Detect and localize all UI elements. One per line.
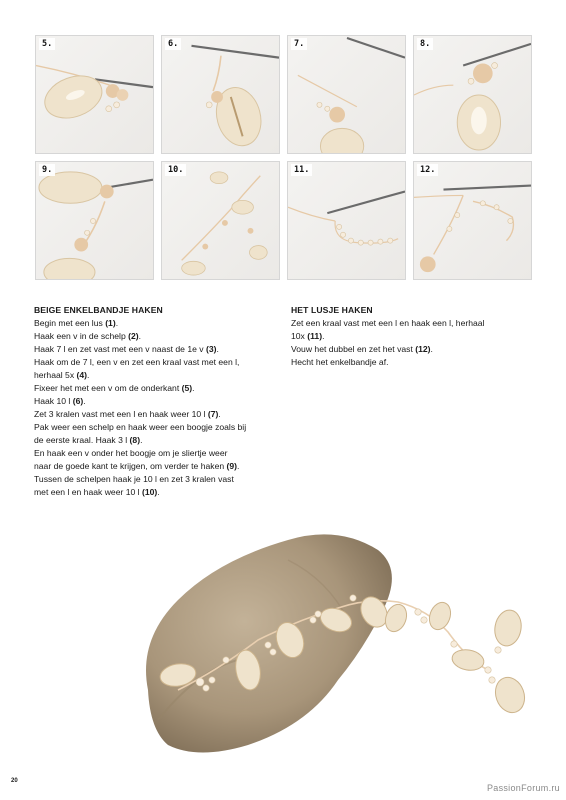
step-photo-grid	[35, 35, 533, 287]
instruction-text: Vouw het dubbel en zet het vast	[291, 344, 416, 354]
step-photo-row	[35, 161, 533, 280]
step-reference: (3)	[205, 344, 217, 354]
instruction-punctuation: .	[322, 331, 325, 341]
step-reference: (11)	[307, 331, 323, 341]
step-photo-10	[161, 161, 280, 280]
instruction-punctuation: .	[216, 344, 219, 354]
instruction-line	[34, 330, 281, 343]
step-number: 7.	[291, 38, 307, 50]
step-photo-row	[35, 35, 533, 154]
instruction-punctuation: .	[87, 370, 90, 380]
instruction-line	[34, 369, 281, 382]
instruction-line	[34, 317, 281, 330]
anklet-on-stone-photo	[138, 520, 538, 760]
step-number: 8.	[417, 38, 433, 50]
instruction-line	[291, 330, 531, 343]
page-number: 20	[11, 778, 18, 784]
instruction-line	[34, 447, 281, 460]
instruction-line	[34, 382, 281, 395]
instruction-punctuation: .	[218, 409, 221, 419]
instruction-line	[34, 434, 281, 447]
instruction-punctuation: .	[157, 487, 160, 497]
instructions	[34, 304, 534, 499]
instruction-punctuation: .	[192, 383, 195, 393]
step-reference: (1)	[105, 318, 116, 328]
instruction-line	[34, 486, 281, 499]
instruction-line	[34, 460, 281, 473]
instruction-line	[34, 356, 281, 369]
instruction-text: Tussen de schelpen haak je 10 l en zet 3 kralen vast	[34, 474, 234, 484]
step-reference: (5)	[181, 383, 193, 393]
step-reference: (8)	[129, 435, 141, 445]
shell-photo-graphic	[288, 36, 405, 153]
step-number: 11.	[291, 164, 312, 176]
step-number: 10.	[165, 164, 186, 176]
step-number: 6.	[165, 38, 181, 50]
instruction-text: herhaal 5x	[34, 370, 77, 380]
shell-photo-graphic	[36, 36, 153, 153]
instruction-punctuation: .	[430, 344, 433, 354]
step-reference: (2)	[128, 331, 139, 341]
instruction-line	[34, 473, 281, 486]
instruction-text: Zet een kraal vast met een l en haak een l, herhaal	[291, 318, 485, 328]
instruction-punctuation: .	[115, 318, 119, 328]
step-photo-6	[161, 35, 280, 154]
section-heading: HET LUSJE HAKEN	[291, 305, 373, 315]
instruction-text: Pak weer een schelp en haak weer een boogje zoals bij	[34, 422, 247, 432]
instruction-punctuation: .	[138, 331, 142, 341]
instruction-punctuation: .	[83, 396, 86, 406]
step-number: 5.	[39, 38, 55, 50]
instruction-text: naar de goede kant te krijgen, om verder te haken	[34, 461, 227, 471]
shell-photo-graphic	[414, 162, 531, 279]
instruction-text: met een l en haak weer 10 l	[34, 487, 142, 497]
instruction-text: Fixeer het met een v om de onderkant	[34, 383, 182, 393]
instruction-text: Haak 7 l en zet vast met een v naast de 1e v	[34, 344, 206, 354]
instruction-line	[34, 343, 281, 356]
step-reference: (10)	[141, 487, 158, 497]
step-photo-12	[413, 161, 532, 280]
instructions-right-column	[291, 304, 531, 499]
instruction-line	[34, 408, 281, 421]
instruction-line	[34, 395, 281, 408]
shell-photo-graphic	[162, 162, 279, 279]
instruction-text: Haak een v in de schelp	[34, 331, 129, 341]
step-photo-8	[413, 35, 532, 154]
step-photo-11	[287, 161, 406, 280]
step-reference: (12)	[415, 344, 431, 354]
instruction-punctuation: .	[237, 461, 240, 471]
step-reference: (7)	[207, 409, 219, 419]
shell-photo-graphic	[414, 36, 531, 153]
instruction-text: Zet 3 kralen vast met een l en haak weer 10 l	[34, 409, 208, 419]
step-number: 12.	[417, 164, 438, 176]
instruction-text: Haak 10 l	[34, 396, 73, 406]
instruction-text: 10x	[291, 331, 308, 341]
shell-photo-graphic	[162, 36, 279, 153]
step-photo-9	[35, 161, 154, 280]
step-photo-5	[35, 35, 154, 154]
instruction-text: Hecht het enkelbandje af.	[291, 357, 389, 367]
step-reference: (9)	[226, 461, 238, 471]
instruction-text: de eerste kraal. Haak 3 l	[34, 435, 130, 445]
instruction-text: En haak een v onder het boogje om je sliertje weer	[34, 448, 228, 458]
instruction-lines	[34, 317, 281, 499]
step-number: 9.	[39, 164, 55, 176]
instruction-line	[34, 421, 281, 434]
step-reference: (4)	[76, 370, 88, 380]
shell-photo-graphic	[288, 162, 405, 279]
section-heading: BEIGE ENKELBANDJE HAKEN	[34, 305, 163, 315]
instructions-left-column	[34, 304, 281, 499]
instruction-punctuation: .	[140, 435, 143, 445]
instruction-lines	[291, 317, 531, 369]
step-photo-7	[287, 35, 406, 154]
watermark: PassionForum.ru	[486, 783, 560, 793]
instruction-line	[291, 343, 531, 356]
instruction-text: Begin met een lus	[34, 318, 106, 328]
instruction-text: Haak om de 7 l, een v en zet een kraal vast met een l,	[34, 357, 240, 367]
step-reference: (6)	[72, 396, 84, 406]
instruction-line	[291, 317, 531, 330]
shell-photo-graphic	[36, 162, 153, 279]
instruction-line	[291, 356, 531, 369]
